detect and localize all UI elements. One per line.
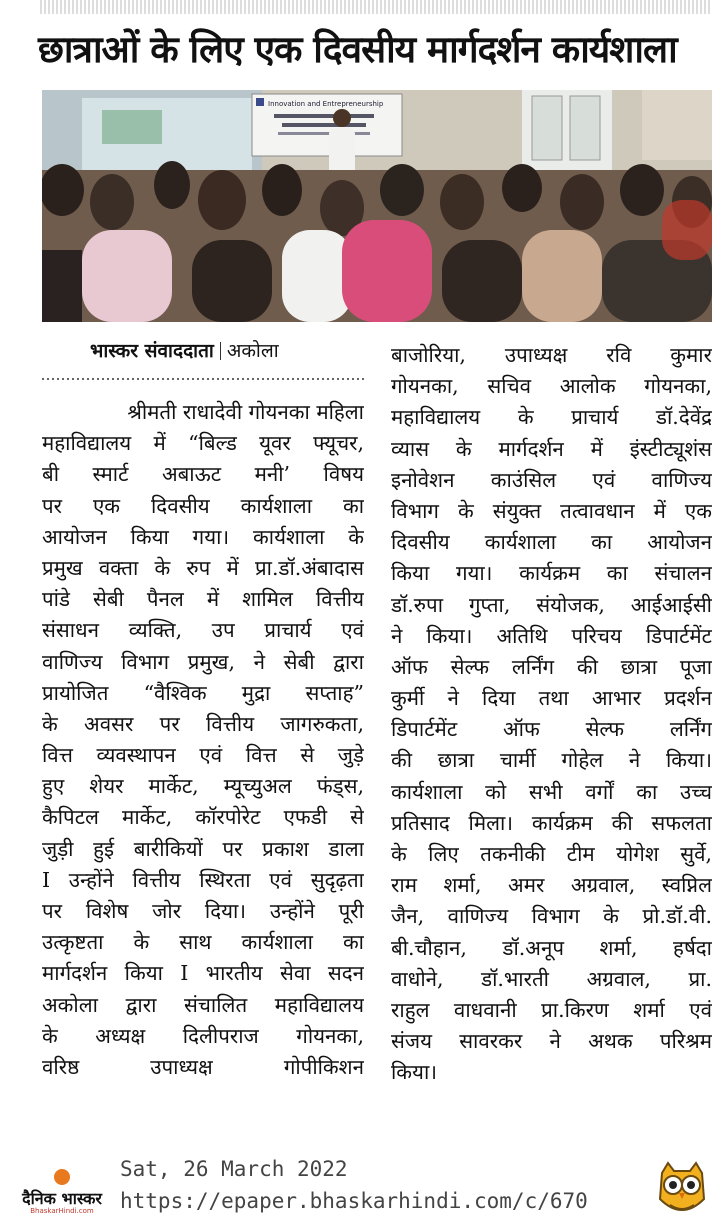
text-line: डिपार्टमेंट ऑफ सेल्फ लर्निंग: [391, 717, 712, 742]
epaper-url[interactable]: https://epaper.bhaskarhindi.com/c/670: [120, 1189, 588, 1213]
text-line: जैन, वाणिज्य विभाग के प्रो.डॉ.वी.: [391, 904, 712, 929]
text-line: प्रमुख वक्ता के रुप में प्रा.डॉ.अंबादास: [42, 555, 364, 580]
event-photo: [42, 90, 712, 322]
sun-icon: [54, 1169, 70, 1185]
text-line: के लिए तकनीकी टीम योगेश सुर्वे,: [391, 842, 712, 866]
event-banner: [252, 94, 402, 156]
byline-place: अकोला: [226, 340, 279, 362]
text-line: गोयनका, सचिव आलोक गोयनका,: [391, 374, 712, 399]
text-line: विभाग के संयुक्त तत्वावधान में एक: [391, 498, 712, 523]
byline-author: भास्कर संवाददाता: [90, 340, 214, 362]
text-line: बी.चौहान, डॉ.अनूप शर्मा, हर्षदा: [391, 935, 712, 960]
text-line: संजय सावरकर ने अथक परिश्रम: [391, 1029, 712, 1054]
text-line: आयोजन किया गया। कार्यशाला के: [42, 524, 364, 549]
top-rule: [40, 0, 710, 14]
text-line: कार्यशाला को सभी वर्गों का उच्च: [391, 779, 712, 804]
text-line: वाधोने, डॉ.भारती अग्रवाल, प्रा.: [391, 966, 712, 991]
byline-separator: [220, 342, 221, 360]
text-line: महाविद्यालय में “बिल्ड यूवर फ्यूचर,: [42, 431, 364, 456]
text-line: ऑफ सेल्फ लर्निंग की छात्रा पूजा: [391, 654, 712, 679]
text-line: डॉ.रुपा गुप्ता, संयोजक, आईआईसी: [391, 592, 712, 617]
edition-date: Sat, 26 March 2022: [120, 1157, 348, 1181]
text-line: राहुल वाधवानी प्रा.किरण शर्मा एवं: [391, 997, 712, 1022]
text-line: बाजोरिया, उपाध्यक्ष रवि कुमार: [391, 343, 712, 367]
text-line: वाणिज्य विभाग प्रमुख, ने सेबी द्वारा: [42, 649, 364, 674]
text-line: प्रायोजित “वैश्विक मुद्रा सप्ताह”: [42, 680, 364, 705]
dotted-divider: [42, 378, 364, 380]
footer: [0, 1155, 720, 1225]
owl-icon: [652, 1159, 712, 1219]
article-column-left: [42, 397, 364, 1083]
text-line: मार्गदर्शन किया I भारतीय सेवा सदन: [42, 961, 364, 986]
text-line: व्यास के मार्गदर्शन में इंस्टीट्यूशंस: [391, 436, 712, 461]
text-line: इनोवेशन काउंसिल एवं वाणिज्य: [391, 467, 712, 492]
text-line: कुर्मी ने दिया तथा आभार प्रदर्शन: [391, 686, 712, 711]
text-line: पांडे सेबी पैनल में शामिल वित्तीय: [42, 587, 364, 612]
text-line: वित्त व्यवस्थापन एवं वित्त से जुड़े: [42, 743, 364, 768]
text-line: अकोला द्वारा संचालित महाविद्यालय: [42, 992, 364, 1017]
byline: [90, 336, 279, 366]
text-line: श्रीमती राधादेवी गोयनका महिला: [127, 400, 364, 424]
text-line: पर एक दिवसीय कार्यशाला का: [42, 493, 364, 518]
svg-text:Innovation and Entrepreneurshi: Innovation and Entrepreneurship: [268, 100, 384, 108]
text-line: ने किया। अतिथि परिचय डिपार्टमेंट: [391, 623, 712, 648]
logo-text: दैनिक भास्कर: [22, 1189, 102, 1208]
text-line: के अध्यक्ष दिलीपराज गोयनका,: [42, 1023, 364, 1048]
text-line: किया।: [391, 1060, 438, 1085]
headline: छात्राओं के लिए एक दिवसीय मार्गदर्शन कार्यशाला: [38, 28, 677, 71]
text-line: वरिष्ठ उपाध्यक्ष गोपीकिशन: [42, 1054, 364, 1079]
dainik-bhaskar-logo[interactable]: [8, 1165, 116, 1217]
text-line: संसाधन व्यक्ति, उप प्राचार्य एवं: [42, 618, 364, 643]
text-line: के अवसर पर वित्तीय जागरुकता,: [42, 711, 364, 736]
article-column-right: [391, 340, 712, 1089]
text-line: की छात्रा चार्मी गोहेल ने किया।: [391, 748, 712, 773]
text-line: जुड़ी हुई बारीकियों पर प्रकाश डाला: [42, 836, 364, 861]
text-line: महाविद्यालय के प्राचार्य डॉ.देवेंद्र: [391, 405, 712, 430]
text-line: हुए शेयर मार्केट, म्यूच्युअल फंड्स,: [42, 774, 364, 799]
text-line: कैपिटल मार्केट, कॉरपोरेट एफडी से: [42, 805, 364, 830]
text-line: किया गया। कार्यक्रम का संचालन: [391, 561, 712, 586]
text-line: I उन्होंने वित्तीय स्थिरता एवं सुदृढ़ता: [42, 867, 364, 892]
logo-subtext: BhaskarHindi.com: [30, 1207, 94, 1215]
text-line: राम शर्मा, अमर अग्रवाल, स्वप्निल: [391, 873, 712, 898]
text-line: पर विशेष जोर दिया। उन्होंने पूरी: [42, 899, 364, 923]
text-line: दिवसीय कार्यशाला का आयोजन: [391, 530, 712, 555]
text-line: बी स्मार्ट अबाऊट मनी’ विषय: [42, 462, 364, 487]
text-line: उत्कृष्टता के साथ कार्यशाला का: [42, 930, 364, 955]
text-line: प्रतिसाद मिला। कार्यक्रम की सफलता: [391, 810, 712, 835]
